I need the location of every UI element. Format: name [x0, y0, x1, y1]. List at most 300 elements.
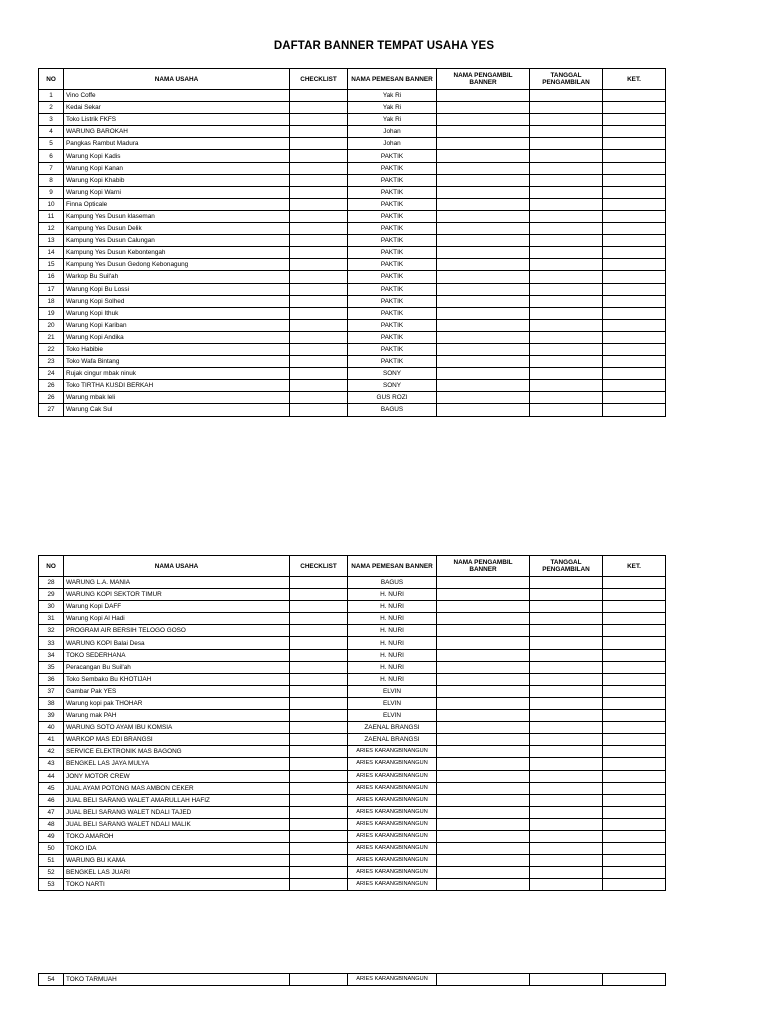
business-name: BENGKEL LAS JAYA MULYA: [64, 758, 290, 770]
pickup-date-cell: [530, 210, 603, 222]
collector-name-cell: [437, 818, 530, 830]
header-nama-usaha: NAMA USAHA: [64, 69, 290, 90]
orderer-name: Johan: [348, 126, 437, 138]
table-row: [39, 625, 666, 637]
table-row: [39, 685, 666, 697]
pickup-date-cell: [530, 974, 603, 986]
header-ket: KET.: [603, 556, 666, 577]
collector-name-cell: [437, 601, 530, 613]
table-row: [39, 974, 666, 986]
header-checklist: CHECKLIST: [290, 69, 348, 90]
pickup-date-cell: [530, 806, 603, 818]
checklist-cell: [290, 589, 348, 601]
orderer-name: BAGUS: [348, 404, 437, 416]
checklist-cell: [290, 283, 348, 295]
orderer-name: ARIES KARANGBINANGUN: [348, 879, 437, 891]
business-name: Warung Kopi Warni: [64, 186, 290, 198]
row-number: 48: [39, 818, 64, 830]
note-cell: [603, 138, 666, 150]
pickup-date-cell: [530, 150, 603, 162]
pickup-date-cell: [530, 685, 603, 697]
orderer-name: PAKTIK: [348, 307, 437, 319]
pickup-date-cell: [530, 734, 603, 746]
checklist-cell: [290, 782, 348, 794]
table-row: [39, 818, 666, 830]
orderer-name: PAKTIK: [348, 223, 437, 235]
collector-name-cell: [437, 126, 530, 138]
collector-name-cell: [437, 186, 530, 198]
row-number: 47: [39, 806, 64, 818]
row-number: 23: [39, 356, 64, 368]
table-row: [39, 162, 666, 174]
business-name: TOKO IDA: [64, 843, 290, 855]
collector-name-cell: [437, 661, 530, 673]
table-row: [39, 589, 666, 601]
business-name: Vino Coffe: [64, 90, 290, 102]
table-row: [39, 295, 666, 307]
collector-name-cell: [437, 295, 530, 307]
checklist-cell: [290, 818, 348, 830]
collector-name-cell: [437, 589, 530, 601]
checklist-cell: [290, 867, 348, 879]
pickup-date-cell: [530, 722, 603, 734]
row-number: 9: [39, 186, 64, 198]
collector-name-cell: [437, 392, 530, 404]
note-cell: [603, 114, 666, 126]
note-cell: [603, 150, 666, 162]
header-nama-pemesan: NAMA PEMESAN BANNER: [348, 69, 437, 90]
table-row: [39, 867, 666, 879]
checklist-cell: [290, 843, 348, 855]
collector-name-cell: [437, 710, 530, 722]
table-row: [39, 307, 666, 319]
checklist-cell: [290, 162, 348, 174]
pickup-date-cell: [530, 782, 603, 794]
business-name: Warung Kopi Kadis: [64, 150, 290, 162]
checklist-cell: [290, 601, 348, 613]
collector-name-cell: [437, 283, 530, 295]
pickup-date-cell: [530, 867, 603, 879]
pickup-date-cell: [530, 404, 603, 416]
business-name: Pangkas Rambut Madura: [64, 138, 290, 150]
pickup-date-cell: [530, 637, 603, 649]
table-row: [39, 746, 666, 758]
table-row: [39, 343, 666, 355]
row-number: 53: [39, 879, 64, 891]
table-row: [39, 174, 666, 186]
row-number: 28: [39, 577, 64, 589]
orderer-name: ARIES KARANGBINANGUN: [348, 746, 437, 758]
pickup-date-cell: [530, 162, 603, 174]
note-cell: [603, 392, 666, 404]
checklist-cell: [290, 974, 348, 986]
row-number: 32: [39, 625, 64, 637]
note-cell: [603, 855, 666, 867]
checklist-cell: [290, 368, 348, 380]
orderer-name: ARIES KARANGBINANGUN: [348, 830, 437, 842]
pickup-date-cell: [530, 577, 603, 589]
pickup-date-cell: [530, 174, 603, 186]
business-name: Kampung Yes Dusun Delik: [64, 223, 290, 235]
note-cell: [603, 235, 666, 247]
checklist-cell: [290, 210, 348, 222]
collector-name-cell: [437, 331, 530, 343]
pickup-date-cell: [530, 855, 603, 867]
row-number: 44: [39, 770, 64, 782]
collector-name-cell: [437, 770, 530, 782]
business-name: WARUNG BAROKAH: [64, 126, 290, 138]
header-no: NO: [39, 556, 64, 577]
collector-name-cell: [437, 150, 530, 162]
business-name: Toko Listrik FKFS: [64, 114, 290, 126]
business-name: Kampung Yes Dusun Kebontengah: [64, 247, 290, 259]
checklist-cell: [290, 186, 348, 198]
pickup-date-cell: [530, 380, 603, 392]
table-row: [39, 404, 666, 416]
table-row: [39, 114, 666, 126]
business-name: Kampung Yes Dusun Calungan: [64, 235, 290, 247]
collector-name-cell: [437, 855, 530, 867]
collector-name-cell: [437, 138, 530, 150]
business-name: WARUNG KOPI Balai Desa: [64, 637, 290, 649]
table-row: [39, 210, 666, 222]
row-number: 7: [39, 162, 64, 174]
checklist-cell: [290, 722, 348, 734]
note-cell: [603, 710, 666, 722]
note-cell: [603, 794, 666, 806]
collector-name-cell: [437, 746, 530, 758]
business-name: WARUNG BU KAMA: [64, 855, 290, 867]
collector-name-cell: [437, 734, 530, 746]
note-cell: [603, 404, 666, 416]
collector-name-cell: [437, 758, 530, 770]
pickup-date-cell: [530, 126, 603, 138]
business-name: JONY MOTOR CREW: [64, 770, 290, 782]
row-number: 24: [39, 368, 64, 380]
business-name: Warung Cak Sul: [64, 404, 290, 416]
note-cell: [603, 223, 666, 235]
note-cell: [603, 319, 666, 331]
collector-name-cell: [437, 625, 530, 637]
business-name: WARUNG KOPI SEKTOR TIMUR: [64, 589, 290, 601]
orderer-name: ELVIN: [348, 710, 437, 722]
header-nama-pengambil: NAMA PENGAMBIL BANNER: [437, 69, 530, 90]
business-name: JUAL BELI SARANG WALET NDALI TAJED: [64, 806, 290, 818]
header-nama-pemesan: NAMA PEMESAN BANNER: [348, 556, 437, 577]
collector-name-cell: [437, 319, 530, 331]
business-name: JUAL BELI SARANG WALET NDALI MALIK: [64, 818, 290, 830]
orderer-name: ARIES KARANGBINANGUN: [348, 867, 437, 879]
business-name: TOKO TARMUAH: [64, 974, 290, 986]
note-cell: [603, 685, 666, 697]
note-cell: [603, 746, 666, 758]
pickup-date-cell: [530, 138, 603, 150]
row-number: 45: [39, 782, 64, 794]
orderer-name: Yak Ri: [348, 114, 437, 126]
pickup-date-cell: [530, 102, 603, 114]
row-number: 1: [39, 90, 64, 102]
business-name: Kedai Sekar: [64, 102, 290, 114]
business-name: Gambar Pak YES: [64, 685, 290, 697]
orderer-name: H. NURI: [348, 589, 437, 601]
pickup-date-cell: [530, 295, 603, 307]
orderer-name: SONY: [348, 368, 437, 380]
orderer-name: H. NURI: [348, 637, 437, 649]
collector-name-cell: [437, 259, 530, 271]
orderer-name: PAKTIK: [348, 174, 437, 186]
business-name: Warung Kopi Al Hadi: [64, 613, 290, 625]
note-cell: [603, 974, 666, 986]
orderer-name: ARIES KARANGBINANGUN: [348, 794, 437, 806]
business-name: Warung Kopi Kariban: [64, 319, 290, 331]
collector-name-cell: [437, 404, 530, 416]
orderer-name: PAKTIK: [348, 247, 437, 259]
business-name: Rujak cingur mbak ninuk: [64, 368, 290, 380]
orderer-name: ARIES KARANGBINANGUN: [348, 974, 437, 986]
table-row: [39, 722, 666, 734]
row-number: 36: [39, 673, 64, 685]
collector-name-cell: [437, 247, 530, 259]
note-cell: [603, 186, 666, 198]
row-number: 5: [39, 138, 64, 150]
pickup-date-cell: [530, 758, 603, 770]
checklist-cell: [290, 198, 348, 210]
orderer-name: Yak Ri: [348, 90, 437, 102]
collector-name-cell: [437, 235, 530, 247]
checklist-cell: [290, 613, 348, 625]
pickup-date-cell: [530, 818, 603, 830]
row-number: 16: [39, 271, 64, 283]
row-number: 51: [39, 855, 64, 867]
note-cell: [603, 637, 666, 649]
collector-name-cell: [437, 356, 530, 368]
business-name: SERVICE ELEKTRONIK MAS BAGONG: [64, 746, 290, 758]
table-row: [39, 150, 666, 162]
orderer-name: PAKTIK: [348, 186, 437, 198]
table-row: [39, 649, 666, 661]
checklist-cell: [290, 794, 348, 806]
business-name: Warung Kopi Ithuk: [64, 307, 290, 319]
row-number: 54: [39, 974, 64, 986]
table-row: [39, 235, 666, 247]
business-name: Warung mak PAH: [64, 710, 290, 722]
checklist-cell: [290, 637, 348, 649]
collector-name-cell: [437, 685, 530, 697]
checklist-cell: [290, 307, 348, 319]
note-cell: [603, 210, 666, 222]
header-ket: KET.: [603, 69, 666, 90]
row-number: 41: [39, 734, 64, 746]
row-number: 35: [39, 661, 64, 673]
checklist-cell: [290, 685, 348, 697]
orderer-name: ARIES KARANGBINANGUN: [348, 782, 437, 794]
row-number: 14: [39, 247, 64, 259]
note-cell: [603, 307, 666, 319]
checklist-cell: [290, 392, 348, 404]
orderer-name: PAKTIK: [348, 343, 437, 355]
business-name: Warkop Bu Suil'ah: [64, 271, 290, 283]
row-number: 33: [39, 637, 64, 649]
orderer-name: BAGUS: [348, 577, 437, 589]
note-cell: [603, 259, 666, 271]
checklist-cell: [290, 380, 348, 392]
table-row: [39, 770, 666, 782]
table-row: [39, 283, 666, 295]
table-row: [39, 90, 666, 102]
table-row: [39, 223, 666, 235]
table-row: [39, 138, 666, 150]
table-row: [39, 102, 666, 114]
table-row: [39, 380, 666, 392]
row-number: 3: [39, 114, 64, 126]
row-number: 10: [39, 198, 64, 210]
pickup-date-cell: [530, 247, 603, 259]
collector-name-cell: [437, 697, 530, 709]
orderer-name: PAKTIK: [348, 283, 437, 295]
checklist-cell: [290, 855, 348, 867]
document-title: DAFTAR BANNER TEMPAT USAHA YES: [273, 40, 495, 52]
row-number: 4: [39, 126, 64, 138]
row-number: 26: [39, 380, 64, 392]
checklist-cell: [290, 150, 348, 162]
checklist-cell: [290, 661, 348, 673]
orderer-name: Yak Ri: [348, 102, 437, 114]
pickup-date-cell: [530, 830, 603, 842]
table-row: [39, 734, 666, 746]
collector-name-cell: [437, 90, 530, 102]
pickup-date-cell: [530, 661, 603, 673]
collector-name-cell: [437, 974, 530, 986]
business-name: Kampung Yes Dusun klaseman: [64, 210, 290, 222]
orderer-name: ARIES KARANGBINANGUN: [348, 806, 437, 818]
table-row: [39, 794, 666, 806]
business-name: Toko Habibie: [64, 343, 290, 355]
collector-name-cell: [437, 843, 530, 855]
row-number: 19: [39, 307, 64, 319]
row-number: 13: [39, 235, 64, 247]
business-name: Toko Sembako Bu KHOTIJAH: [64, 673, 290, 685]
orderer-name: PAKTIK: [348, 198, 437, 210]
collector-name-cell: [437, 102, 530, 114]
pickup-date-cell: [530, 319, 603, 331]
checklist-cell: [290, 90, 348, 102]
business-name: Toko Wafa Bintang: [64, 356, 290, 368]
checklist-cell: [290, 271, 348, 283]
pickup-date-cell: [530, 307, 603, 319]
note-cell: [603, 758, 666, 770]
orderer-name: PAKTIK: [348, 259, 437, 271]
pickup-date-cell: [530, 613, 603, 625]
table-row: [39, 186, 666, 198]
table-header-row: [39, 69, 666, 90]
note-cell: [603, 368, 666, 380]
business-name: Finna Opticale: [64, 198, 290, 210]
note-cell: [603, 867, 666, 879]
checklist-cell: [290, 625, 348, 637]
business-name: WARKOP MAS EDI BRANGSI: [64, 734, 290, 746]
orderer-name: PAKTIK: [348, 210, 437, 222]
table-row: [39, 710, 666, 722]
orderer-name: Johan: [348, 138, 437, 150]
row-number: 39: [39, 710, 64, 722]
pickup-date-cell: [530, 697, 603, 709]
pickup-date-cell: [530, 343, 603, 355]
row-number: 11: [39, 210, 64, 222]
note-cell: [603, 843, 666, 855]
pickup-date-cell: [530, 843, 603, 855]
row-number: 37: [39, 685, 64, 697]
collector-name-cell: [437, 637, 530, 649]
checklist-cell: [290, 697, 348, 709]
orderer-name: SONY: [348, 380, 437, 392]
business-name: TOKO SEDERHANA: [64, 649, 290, 661]
table-row: [39, 673, 666, 685]
collector-name-cell: [437, 673, 530, 685]
orderer-name: PAKTIK: [348, 319, 437, 331]
checklist-cell: [290, 879, 348, 891]
business-name: BENGKEL LAS JUARI: [64, 867, 290, 879]
pickup-date-cell: [530, 186, 603, 198]
note-cell: [603, 343, 666, 355]
note-cell: [603, 661, 666, 673]
pickup-date-cell: [530, 392, 603, 404]
row-number: 52: [39, 867, 64, 879]
business-name: Warung Kopi Bu Lossi: [64, 283, 290, 295]
pickup-date-cell: [530, 794, 603, 806]
note-cell: [603, 697, 666, 709]
business-name: Warung Kopi Khabib: [64, 174, 290, 186]
pickup-date-cell: [530, 601, 603, 613]
note-cell: [603, 380, 666, 392]
pickup-date-cell: [530, 673, 603, 685]
row-number: 2: [39, 102, 64, 114]
header-tanggal: TANGGAL PENGAMBILAN: [530, 69, 603, 90]
pickup-date-cell: [530, 331, 603, 343]
checklist-cell: [290, 770, 348, 782]
collector-name-cell: [437, 368, 530, 380]
collector-name-cell: [437, 782, 530, 794]
row-number: 43: [39, 758, 64, 770]
orderer-name: H. NURI: [348, 613, 437, 625]
checklist-cell: [290, 138, 348, 150]
pickup-date-cell: [530, 625, 603, 637]
note-cell: [603, 198, 666, 210]
orderer-name: PAKTIK: [348, 162, 437, 174]
row-number: 21: [39, 331, 64, 343]
collector-name-cell: [437, 380, 530, 392]
checklist-cell: [290, 734, 348, 746]
header-checklist: CHECKLIST: [290, 556, 348, 577]
checklist-cell: [290, 649, 348, 661]
table-row: [39, 697, 666, 709]
collector-name-cell: [437, 794, 530, 806]
note-cell: [603, 90, 666, 102]
business-name: PROGRAM AIR BERSIH TELOGO GOSO: [64, 625, 290, 637]
table-row: [39, 577, 666, 589]
checklist-cell: [290, 710, 348, 722]
row-number: 42: [39, 746, 64, 758]
note-cell: [603, 649, 666, 661]
business-name: Warung Kopi DAFF: [64, 601, 290, 613]
note-cell: [603, 247, 666, 259]
header-nama-usaha: NAMA USAHA: [64, 556, 290, 577]
header-tanggal: TANGGAL PENGAMBILAN: [530, 556, 603, 577]
table-row: [39, 331, 666, 343]
table-row: [39, 271, 666, 283]
table-row: [39, 613, 666, 625]
note-cell: [603, 271, 666, 283]
pickup-date-cell: [530, 235, 603, 247]
